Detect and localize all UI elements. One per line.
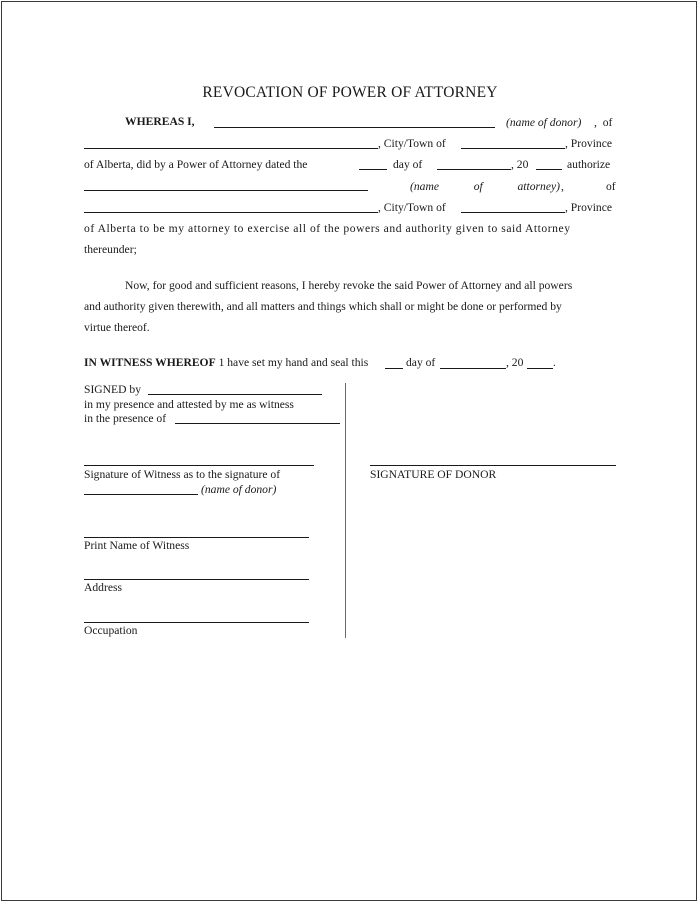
occupation-line[interactable]: [84, 622, 309, 623]
print-name-label: Print Name of Witness: [84, 539, 190, 552]
year-prefix-1: , 20: [511, 158, 529, 171]
attorney-name-field[interactable]: [84, 190, 368, 191]
donor-name-field[interactable]: [214, 127, 495, 128]
seal-year-field[interactable]: [527, 368, 553, 369]
witness-donor-name-field[interactable]: [84, 494, 198, 495]
attorney-city-field[interactable]: [461, 212, 565, 213]
witness-line: [84, 356, 368, 370]
attorney-of-text: of: [606, 180, 616, 193]
attorney-address-field[interactable]: [84, 212, 378, 213]
donor-signature-line[interactable]: [370, 465, 616, 466]
address-line[interactable]: [84, 579, 309, 580]
day-of-label-2: day of: [406, 356, 436, 369]
poa-day-field[interactable]: [359, 169, 387, 170]
revoke-para-line-2: and authority given therewith, and all matters and things which shall or might be done or performed by: [84, 300, 562, 313]
in-my-presence-text: in my presence and attested by me as witness: [84, 398, 294, 411]
seal-day-field[interactable]: [385, 368, 403, 369]
poa-year-field[interactable]: [536, 169, 562, 170]
did-by-text: of Alberta, did by a Power of Attorney dated the: [84, 158, 308, 171]
year-prefix-2: , 20: [506, 356, 524, 369]
city-town-label-1: , City/Town of: [378, 137, 446, 150]
donor-signature-label: SIGNATURE OF DONOR: [370, 468, 497, 481]
witness-whereof: IN WITNESS WHEREOF: [84, 356, 216, 369]
province-label-1: , Province: [565, 137, 613, 150]
occupation-label: Occupation: [84, 624, 138, 637]
signed-by-label: SIGNED by: [84, 383, 142, 396]
poa-month-field[interactable]: [437, 169, 511, 170]
authorize-label: authorize: [567, 158, 611, 171]
whereas-line: [125, 115, 195, 129]
donor-city-field[interactable]: [461, 148, 565, 149]
in-the-presence-of-label: in the presence of: [84, 412, 167, 425]
day-of-label-1: day of: [393, 158, 423, 171]
presence-of-field[interactable]: [175, 423, 340, 424]
revoke-para-line-1: Now, for good and sufficient reasons, I hereby revoke the said Power of Attorney and all powers: [125, 279, 573, 292]
thereunder-text: thereunder;: [84, 243, 137, 256]
witness-signature-label: Signature of Witness as to the signature of: [84, 468, 281, 481]
witness-period: .: [553, 356, 556, 369]
province-label-2: , Province: [565, 201, 613, 214]
signature-divider: [345, 383, 346, 638]
whereas-of: , of: [594, 116, 613, 129]
print-name-line[interactable]: [84, 537, 309, 538]
signed-by-field[interactable]: [148, 394, 322, 395]
revoke-para-line-3: virtue thereof.: [84, 321, 150, 334]
city-town-label-2: , City/Town of: [378, 201, 446, 214]
whereas-label: WHEREAS I,: [125, 115, 195, 128]
donor-address-field[interactable]: [84, 148, 378, 149]
seal-month-field[interactable]: [440, 368, 506, 369]
name-of-donor-hint-2: (name of donor): [201, 483, 277, 496]
name-of-donor-hint: (name of donor): [506, 116, 582, 129]
attorney-of: ,: [561, 180, 564, 193]
document-title: REVOCATION OF POWER OF ATTORNEY: [202, 84, 498, 101]
witness-text: 1 have set my hand and seal this: [218, 356, 369, 369]
to-be-attorney-text: of Alberta to be my attorney to exercise all of the powers and authority given to said Attorney: [84, 222, 571, 235]
address-label: Address: [84, 581, 122, 594]
witness-signature-line[interactable]: [84, 465, 314, 466]
name-of-attorney-hint: (name of attorney): [410, 180, 560, 193]
